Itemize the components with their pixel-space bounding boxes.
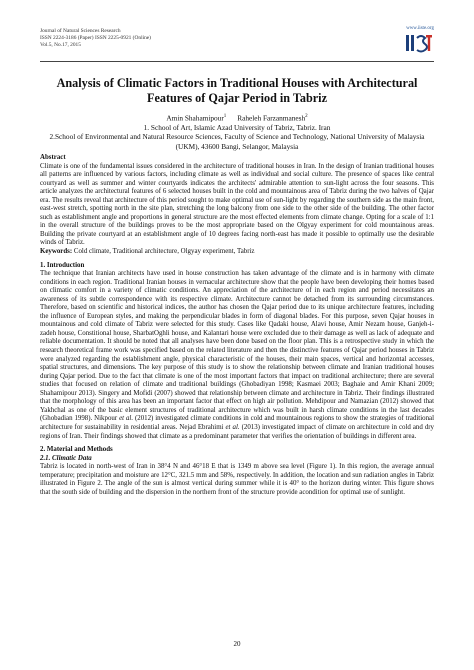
keywords-label: Keywords: xyxy=(40,248,73,256)
climatic-data-text: Tabriz is located in north-west of Iran in 38°4 N and 46°18 E that is 1349 m above sea level (Figure 1). In this region, the average annual temperature; precipitation and moisture are 12°C, 321.5 mm and 58%, respectively. In addition, the location and sun radiation angles in Tabriz illustrated in Figure 2. The angle of the sun is almost vertical during summer while it is 40° to the horizon during winter. This figure shows that the south side of building and the dispersion in the northern front of the structure provide acondition for optimal use of sunlight. xyxy=(40,463,434,496)
journal-url[interactable]: www.iiste.org xyxy=(406,26,434,31)
journal-logo xyxy=(386,26,434,58)
author-1-sup: 1 xyxy=(223,114,227,119)
author-1: Amin Shahamipour xyxy=(166,113,224,123)
header-rule xyxy=(40,61,434,62)
keywords-line xyxy=(40,248,434,257)
abstract-text: Climate is one of the fundamental issues considered in the architecture of traditional houses in Iran. In the design of Iranian traditional houses all patterns are influenced by various factors, including climate as well as individual and social culture. The presence of spaces like central courtyard as well as summer and winter courtyards indicates the architects' admirable attention to sun-light across the four seasons. This article analyzes the architectural features of 6 selected houses built in the cold and mountainous area of Tabriz during the two halves of Qajar era. The results reveal that architecture of this period sought to make optimal use of sun-light by regarding the southern side as the main front, east-west stretch, spotting north in the site plan, stretching the long balcony from one side to the other side of the building. The other factor such as establishment angle and proportions in general structure are the most effected elements from climate change. Opting for a scale of 1:1 in the overall structure of the buildings proves to be the most appropriate based on the Olgyay experiment for cold mountainous areas. Building the private courtyard at an establishment angle of 10 degrees facing north-east has made it possible to optimally use the desirable winds of Tabriz. xyxy=(40,162,434,247)
iiste-logo-icon xyxy=(404,33,434,58)
intro-text-c: (2013) investigated impact of climate on architecture in cold and dry regions of Iran. Their findings showed that climate as a predominant parameter that verifies the orientation of buildings in different area. xyxy=(40,423,435,440)
author-line xyxy=(40,112,434,123)
journal-header xyxy=(40,28,151,50)
author-2: Raheleh Farzanmanesh xyxy=(237,113,306,123)
journal-volume: Vol.5, No.17, 2015 xyxy=(40,42,81,49)
climatic-data-heading: 2.1. Climatic Data xyxy=(40,454,92,462)
intro-etal-2: et al. xyxy=(225,423,240,431)
intro-text-b: (2012) investigated climate conditions in cold and mountainous regions to show the strategies of traditional architecture for sustainability in residential areas. Nejad Ebrahimi xyxy=(40,415,434,431)
affiliation-2: 2.School of Environmental and Natural Resource Sciences, Faculty of Science and Technology, National University of Malaysia (UKM), 43600 Bangi, Selangor, Malaysia xyxy=(49,132,425,151)
paper-title: Analysis of Climatic Factors in Traditional Houses with Architectural Features of Qajar Period in Tabriz xyxy=(56,76,418,105)
author-block xyxy=(40,112,434,151)
paper-body xyxy=(40,154,434,497)
journal-issn: ISSN 2224-3186 (Paper) ISSN 2225-0921 (Online) xyxy=(40,35,151,42)
journal-name: Journal of Natural Sciences Research xyxy=(40,28,121,34)
author-2-sup: 2 xyxy=(305,114,308,119)
abstract-heading: Abstract xyxy=(40,154,66,161)
intro-text-a: The technique that Iranian architects have used in house construction has taken advantage of the climate and is in harmony with climate conditions in each region. Traditional Iranian houses in vernacular architecture show that the people have been developing their homes based on climatic comfort in a variety of climatic conditions. An appreciation of the architecture of in each region and period necessitates an awareness of its subtle correspondence with its respective climate. Architecture cannot be detached from its surrounding circumstances. Therefore, based on scientific and historical indices, the author has chosen the Qajar period due to its unique architecture features, including the influence of European styles, and making the perpendicular blades in form of diagonal blades. For this purpose, seven Qajar houses in mountainous and cold climate of Tabriz were selected for this study. Cases like Qadaki house, Alavi house, Amir Nezam house, Ganjeh-i-zadeh house, Constitional house, SharbatOghli house, and Kalantari house were excluded due to their damage as well as lack of adequate and reliable documentation. It should be noted that all analyses have been done based on the floor plan. This is a retrospective study in which the research theoretical frame work was specified based on the related literature and then the distinctive features of Qajar period houses in Tabriz were analyzed regarding the establishment angle, physical characteristic of the houses, their main spaces, vertical and horizontal accesses, spatial structures, and dimensions. The key purpose of this study is to show the relationship between climate and Iranian traditional houses during Qajar period. Due to the fact that climate is one of the most important factors that impact on traditional architecture; there are several studies that focused on relation of climate and traditional buildings (Ghobadiyan 1998; Kasmaei 2003; Baghaie and Amir Khani 2009; Shahamipour 2013). Singery and Mofidi (2007) showed that relationship between climate and architecture in Tabriz. Their findings illustrated that the morphology of this area has been an important factor that effect on high air pollution. Mehdipour and Namazian (2012) showed that Yakhchal as one of the basic element structures of traditional architecture which was built in harsh climate conditions in the last decades (Ghobadian 1998). Nikpour xyxy=(40,270,434,423)
intro-etal-1: et al. xyxy=(119,415,134,423)
intro-paragraph xyxy=(40,270,434,441)
page-number: 20 xyxy=(233,640,241,648)
intro-heading: 1. Introduction xyxy=(40,261,85,269)
methods-heading: 2. Material and Methods xyxy=(40,446,113,454)
keywords-text: Cold climate, Traditional architecture, Olgyay experiment, Tabriz xyxy=(72,248,255,256)
affiliation-1: 1. School of Art, Islamic Azad University of Tabriz, Tabriz. Iran xyxy=(143,122,331,132)
